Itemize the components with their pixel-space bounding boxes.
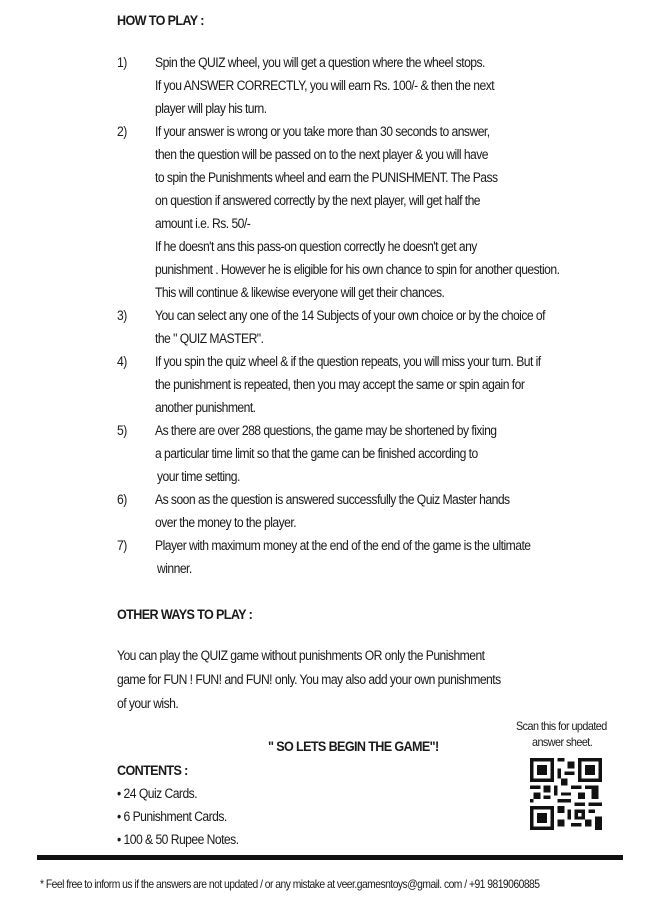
item-line: another punishment. [155, 400, 256, 415]
other-ways-line: You can play the QUIZ game without punishments OR only the Punishment [117, 648, 485, 663]
item-line: then the question will be passed on to the next player & you will have [155, 147, 489, 162]
how-to-play-heading: HOW TO PLAY : [117, 12, 204, 28]
item-number: 3) [117, 308, 127, 323]
item-line: If he doesn't ans this pass-on question correctly he doesn't get any [155, 239, 477, 254]
item-number: 5) [117, 423, 127, 438]
qr-caption: Scan this for updated [516, 719, 607, 733]
begin-game-banner: " SO LETS BEGIN THE GAME"! [268, 738, 439, 754]
item-line: amount i.e. Rs. 50/- [155, 216, 251, 231]
item-line: As there are over 288 questions, the game may be shortened by fixing [155, 423, 497, 438]
qr-caption: answer sheet. [532, 735, 593, 749]
item-line: If you spin the quiz wheel & if the question repeats, you will miss your turn. But if [155, 354, 541, 369]
contents-item-text: 24 Quiz Cards. [123, 786, 198, 801]
item-number: 7) [117, 538, 127, 553]
divider [37, 855, 623, 860]
item-line: to spin the Punishments wheel and earn the PUNISHMENT. The Pass [155, 170, 498, 185]
item-line: a particular time limit so that the game can be finished according to [155, 446, 478, 461]
contents-item-text: 6 Punishment Cards. [123, 809, 227, 824]
item-line: player will play his turn. [155, 101, 267, 116]
item-number: 4) [117, 354, 127, 369]
item-line: over the money to the player. [155, 515, 297, 530]
item-number: 6) [117, 492, 127, 507]
item-number: 1) [117, 55, 127, 70]
item-line: This will continue & likewise everyone will get their chances. [155, 285, 445, 300]
item-line: winner. [157, 561, 192, 576]
item-line: Player with maximum money at the end of the end of the game is the ultimate [155, 538, 531, 553]
item-line: Spin the QUIZ wheel, you will get a question where the wheel stops. [155, 55, 485, 70]
item-line: If your answer is wrong or you take more than 30 seconds to answer, [155, 124, 490, 139]
item-number: 2) [117, 124, 127, 139]
contents-item: • 100 & 50 Rupee Notes. [117, 832, 239, 847]
footnote: * Feel free to inform us if the answers are not updated / or any mistake at veer.gamesntoys@gmail. com / +91 9819060885 [40, 877, 540, 891]
item-line: punishment . However he is eligible for his own chance to spin for another question. [155, 262, 560, 277]
contents-heading: CONTENTS : [117, 762, 188, 778]
item-line: the " QUIZ MASTER". [155, 331, 264, 346]
other-ways-line: game for FUN ! FUN! and FUN! only. You may also add your own punishments [117, 672, 501, 687]
other-ways-heading: OTHER WAYS TO PLAY : [117, 606, 253, 622]
item-line: the punishment is repeated, then you may accept the same or spin again for [155, 377, 525, 392]
contents-item-text: 100 & 50 Rupee Notes. [123, 832, 239, 847]
item-line: your time setting. [157, 469, 240, 484]
item-line: You can select any one of the 14 Subjects of your own choice or by the choice of [155, 308, 545, 323]
item-line: If you ANSWER CORRECTLY, you will earn Rs. 100/- & then the next [155, 78, 495, 93]
contents-item: • 24 Quiz Cards. [117, 786, 198, 801]
other-ways-line: of your wish. [117, 696, 179, 711]
contents-item: • 6 Punishment Cards. [117, 809, 227, 824]
item-line: As soon as the question is answered successfully the Quiz Master hands [155, 492, 510, 507]
item-line: on question if answered correctly by the next player, will get half the [155, 193, 481, 208]
qr-code-icon [530, 758, 602, 830]
